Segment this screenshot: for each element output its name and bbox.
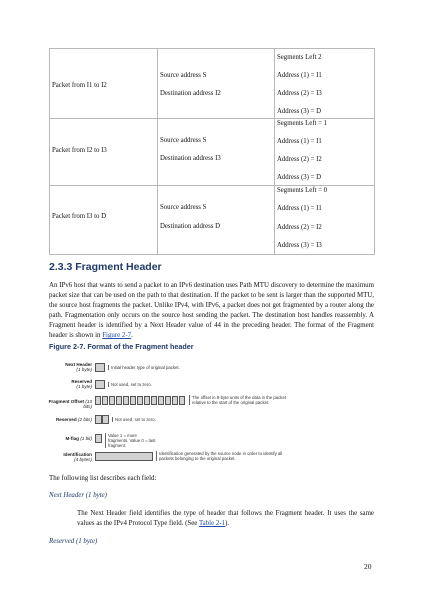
- table-cell-source: Source address S: [160, 137, 207, 144]
- table-cell-destination: Destination address I2: [160, 90, 221, 97]
- field-description: The offset in 8-byte units of the data in the packet relative to the start of the original packet.: [189, 395, 287, 405]
- table-row-divider: [50, 185, 374, 186]
- table-cell-address: Address (3) = D: [277, 174, 322, 181]
- fragment-offset-bits: [95, 396, 185, 405]
- field-heading-reserved: Reserved (1 byte): [49, 538, 98, 545]
- field-label: Reserved (1 byte): [71, 379, 92, 389]
- list-intro: The following list describes each field:: [49, 475, 157, 482]
- field-heading-next-header: Next Header (1 byte): [49, 492, 107, 499]
- field-description-paragraph: [77, 509, 374, 529]
- field-label: Reserved (2 bits): [55, 417, 92, 422]
- table-cell-segments-left: Segments Left = 0: [277, 187, 328, 194]
- table-cell-address: Address (3) = I3: [277, 242, 322, 249]
- table-row-divider: [50, 118, 374, 119]
- table-cell-address: Address (2) = I3: [277, 90, 322, 97]
- field-description: Initial header type of original packet.: [108, 365, 180, 370]
- table-cell-address: Address (3) = D: [277, 108, 322, 115]
- table-cell-address: Address (2) = I2: [277, 156, 322, 163]
- table-column-divider: [157, 49, 158, 254]
- table-cell-address: Address (1) = I1: [277, 72, 322, 79]
- table-cell-source: Source address S: [160, 204, 207, 211]
- table-link[interactable]: Table 2-1: [198, 520, 226, 528]
- field-box: [95, 363, 105, 372]
- field-description: Identification generated by the source node in order to identify all packets belonging to the original packet.: [156, 451, 284, 461]
- field-label: M-flag (1 bit): [65, 436, 92, 441]
- field-box: [95, 434, 102, 443]
- figure-caption: Figure 2-7. Format of the Fragment header: [49, 342, 194, 351]
- field-description: Not used, set to zero.: [108, 382, 152, 387]
- table-cell-segments-left: Segments Left 2: [277, 54, 322, 61]
- table-cell-destination: Destination address D: [160, 223, 221, 230]
- table-cell-packet: Packet from I3 to D: [52, 213, 106, 220]
- table-cell-address: Address (2) = I2: [277, 224, 322, 231]
- field-description: Value 1 = more fragments. Value 0 = last fragment.: [105, 433, 156, 448]
- reserved-bits: [95, 415, 109, 424]
- table-column-divider: [274, 49, 275, 254]
- field-description-text: The Next Header field identifies the type of header that follows the Fragment header. It uses the same values as the IPv4 Protocol Type field. (See: [77, 510, 374, 528]
- paragraph-text: An IPv6 host that wants to send a packet to an IPv6 destination uses Path MTU discovery to determine the maximum packet size that can be used on the path to that destination. If the packet to be sent is larger than the supported MTU, the source host fragments the packet. Unlike IPv4, with IPv6, a packet does not get fragmented by a router along the path. Fragmentation only occurs on the source host sending the packet. The destination host handles reassembly. A Fragment header is identified by a Next Header value of 44 in the preceding header. The format of the Fragment header is shown in: [49, 282, 374, 340]
- table-cell-packet: Packet from I1 to I2: [52, 82, 107, 89]
- paragraph-text-end: .: [131, 332, 133, 340]
- routing-table: [49, 48, 375, 255]
- field-label: Fragment Offset (13 bits): [48, 399, 92, 409]
- field-label: Next Header (1 byte): [65, 362, 92, 372]
- figure-link[interactable]: Figure 2-7: [102, 332, 132, 340]
- field-box: [95, 380, 105, 389]
- field-box: [95, 452, 153, 461]
- field-description: Not used, set to zero.: [112, 417, 156, 422]
- table-cell-segments-left: Segments Left = 1: [277, 120, 328, 127]
- table-cell-packet: Packet from I2 to I3: [52, 147, 107, 154]
- table-cell-address: Address (1) = I1: [277, 205, 322, 212]
- table-cell-address: Address (1) = I1: [277, 138, 322, 145]
- table-cell-source: Source address S: [160, 72, 207, 79]
- body-paragraph: [49, 281, 374, 342]
- section-heading: 2.3.3 Fragment Header: [49, 261, 162, 273]
- table-cell-destination: Destination address I3: [160, 155, 221, 162]
- page-number: 20: [364, 562, 372, 571]
- field-label: Identification (4 bytes): [63, 452, 92, 462]
- field-description-end: ).: [225, 520, 230, 528]
